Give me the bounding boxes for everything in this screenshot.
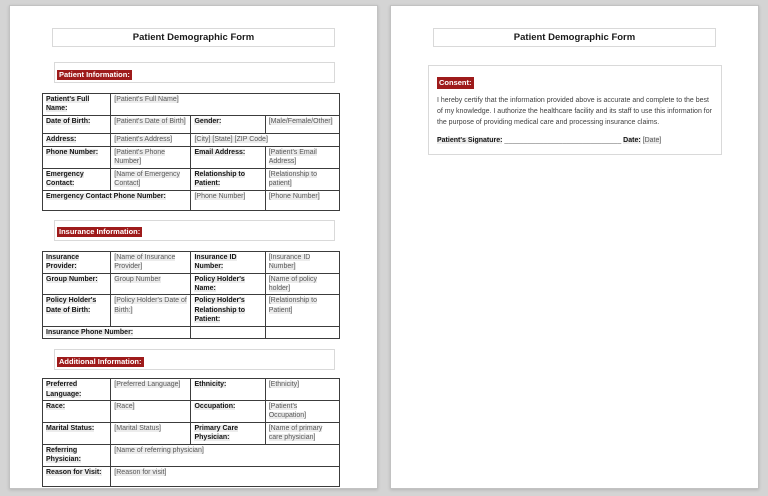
race-label: Race:	[43, 401, 111, 423]
emergency-contact-phone-label: Emergency Contact Phone Number:	[43, 190, 191, 210]
table-row	[43, 466, 340, 486]
date-of-birth-label: Date of Birth:	[43, 115, 111, 133]
date-field[interactable]: [Date]	[642, 136, 662, 144]
table-row	[43, 273, 340, 295]
table-row	[43, 94, 340, 116]
referring-physician-field[interactable]: [Name of referring physician]	[111, 444, 340, 466]
referring-physician-label: Referring Physician:	[43, 444, 111, 466]
additional-information-table	[42, 378, 340, 487]
relationship-to-patient-label: Relationship to Patient:	[191, 168, 265, 190]
document-page-1	[9, 5, 378, 489]
policy-holder-dob-field[interactable]: [Policy Holder's Date of Birth:]	[111, 295, 191, 326]
consent-paragraph: I hereby certify that the information provided above is accurate and complete to the best of my knowledge. I authorize the healthcare facility and its staff to use this information for the purpose of providing medical care and processing insurance claims.	[437, 97, 712, 126]
signature-row	[437, 136, 713, 146]
emergency-contact-phone-field-2[interactable]: [Phone Number]	[265, 190, 339, 210]
form-title: Patient Demographic Form	[52, 28, 335, 47]
table-row	[43, 146, 340, 168]
section-heading-patient-information	[54, 62, 335, 83]
insurance-phone-number-field-2[interactable]	[265, 326, 339, 338]
occupation-field[interactable]: [Patient's Occupation]	[265, 401, 339, 423]
marital-status-label: Marital Status:	[43, 422, 111, 444]
table-row	[43, 190, 340, 210]
email-address-field[interactable]: [Patient's Email Address]	[265, 146, 339, 168]
table-row	[43, 401, 340, 423]
primary-care-physician-field[interactable]: [Name of primary care physician]	[265, 422, 339, 444]
table-row	[43, 326, 340, 338]
patient-full-name-field[interactable]: [Patient's Full Name]	[111, 94, 340, 116]
section-heading-consent	[437, 72, 713, 90]
table-row	[43, 444, 340, 466]
preferred-language-field[interactable]: [Preferred Language]	[111, 379, 191, 401]
group-number-field[interactable]: Group Number	[111, 273, 191, 295]
insurance-phone-number-field-1[interactable]	[191, 326, 265, 338]
phone-number-label: Phone Number:	[43, 146, 111, 168]
insurance-provider-field[interactable]: [Name of Insurance Provider]	[111, 251, 191, 273]
insurance-information-heading-text: Insurance Information:	[59, 227, 141, 237]
insurance-phone-number-label: Insurance Phone Number:	[43, 326, 191, 338]
consent-section	[428, 65, 722, 155]
emergency-contact-field[interactable]: [Name of Emergency Contact]	[111, 168, 191, 190]
policy-holder-relationship-label: Policy Holder's Relationship to Patient:	[191, 295, 265, 326]
insurance-provider-label: Insurance Provider:	[43, 251, 111, 273]
additional-information-heading-text: Additional Information:	[59, 356, 142, 366]
gender-field[interactable]: [Male/Female/Other]	[265, 115, 339, 133]
relationship-to-patient-field[interactable]: [Relationship to patient]	[265, 168, 339, 190]
policy-holder-dob-label: Policy Holder's Date of Birth:	[43, 295, 111, 326]
reason-for-visit-label: Reason for Visit:	[43, 466, 111, 486]
policy-holder-name-field[interactable]: [Name of policy holder]	[265, 273, 339, 295]
ethnicity-field[interactable]: [Ethnicity]	[265, 379, 339, 401]
document-page-2	[390, 5, 759, 489]
marital-status-field[interactable]: [Marital Status]	[111, 422, 191, 444]
policy-holder-name-label: Policy Holder's Name:	[191, 273, 265, 295]
insurance-id-number-field[interactable]: [Insurance ID Number]	[265, 251, 339, 273]
table-row	[43, 115, 340, 133]
table-row	[43, 168, 340, 190]
date-of-birth-field[interactable]: [Patient's Date of Birth]	[111, 115, 191, 133]
section-heading-insurance-information	[54, 220, 335, 241]
reason-for-visit-field[interactable]: [Reason for visit]	[111, 466, 340, 486]
patient-information-heading-text: Patient Information:	[59, 69, 130, 79]
gender-label: Gender:	[191, 115, 265, 133]
signature-line[interactable]: ______________________________	[504, 136, 622, 144]
primary-care-physician-label: Primary Care Physician:	[191, 422, 265, 444]
address-field[interactable]: [Patient's Address]	[111, 133, 191, 146]
form-title-page2: Patient Demographic Form	[433, 28, 716, 47]
table-row	[43, 295, 340, 326]
patient-signature-label: Patient's Signature:	[437, 136, 503, 144]
address-label: Address:	[43, 133, 111, 146]
insurance-information-table	[42, 251, 340, 340]
emergency-contact-phone-field-1[interactable]: [Phone Number]	[191, 190, 265, 210]
table-row	[43, 379, 340, 401]
date-label: Date:	[623, 136, 641, 144]
group-number-label: Group Number:	[43, 273, 111, 295]
insurance-id-number-label: Insurance ID Number:	[191, 251, 265, 273]
policy-holder-relationship-field[interactable]: [Relationship to Patient]	[265, 295, 339, 326]
race-field[interactable]: [Race]	[111, 401, 191, 423]
preferred-language-label: Preferred Language:	[43, 379, 111, 401]
consent-heading-text: Consent:	[439, 78, 472, 87]
patient-information-table	[42, 93, 340, 211]
occupation-label: Occupation:	[191, 401, 265, 423]
emergency-contact-label: Emergency Contact:	[43, 168, 111, 190]
city-state-zip-field[interactable]: [City] [State] [ZIP Code]	[191, 133, 340, 146]
table-row	[43, 251, 340, 273]
section-heading-additional-information	[54, 349, 335, 370]
table-row	[43, 133, 340, 146]
ethnicity-label: Ethnicity:	[191, 379, 265, 401]
patient-full-name-label: Patient's Full Name:	[43, 94, 111, 116]
table-row	[43, 422, 340, 444]
phone-number-field[interactable]: [Patient's Phone Number]	[111, 146, 191, 168]
email-address-label: Email Address:	[191, 146, 265, 168]
